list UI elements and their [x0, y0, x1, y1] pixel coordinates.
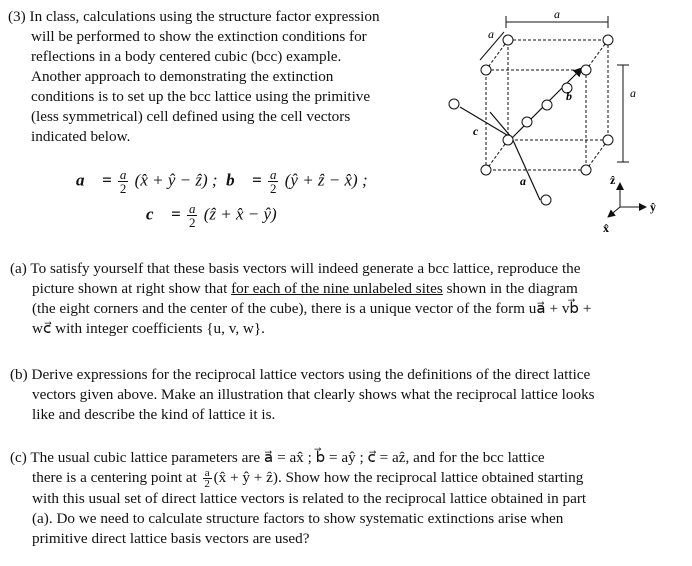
part-a-line: wc⃗ with integer coefficients {u, v, w}. — [32, 320, 265, 337]
fraction: $\frac{a}{2}$ — [188, 201, 196, 230]
eq-c-rhs: (ẑ + x̂ − ŷ) — [203, 204, 277, 224]
eq-b-rhs: (ŷ + ẑ − x̂) ; — [284, 170, 368, 190]
intro-line: (less symmetrical) cell defined using the cell vectors — [31, 108, 351, 125]
problem-intro — [8, 7, 438, 147]
part-a — [10, 259, 682, 339]
part-c — [10, 448, 682, 549]
intro-line: will be performed to show the extinction conditions for — [31, 28, 367, 45]
label-vec-b: b⃗ — [566, 89, 582, 103]
axis-z-label: ẑ — [610, 173, 616, 187]
part-a-line: (a) To satisfy yourself that these basis vectors will indeed generate a bcc lattice, reproduce the — [10, 260, 581, 277]
equation-a-b — [76, 168, 368, 195]
part-b-line: like and describe the kind of lattice it is. — [32, 406, 276, 423]
bcc-lattice-diagram — [440, 0, 690, 240]
dimension-side — [617, 65, 629, 162]
label-a-top: a — [554, 7, 560, 21]
label-a-depth: a — [488, 27, 494, 41]
fraction: $\frac{a}{2}$ — [119, 167, 127, 196]
fraction: $\frac{a}{2}$ — [269, 167, 277, 196]
intro-line: Another approach to demonstrating the extinction — [31, 68, 334, 85]
eq-a-lhs: a⃗ = — [76, 170, 112, 190]
fraction: $\frac{a}{2}$ — [204, 467, 210, 491]
equation-c — [146, 202, 277, 229]
axis-y-label: ŷ — [650, 200, 656, 214]
part-c-line: with this usual set of direct lattice vectors is related to the reciprocal lattice obtained in part — [32, 490, 587, 508]
part-c-line: there is a centering point at $\frac{a}{2}$ (x̂ + ŷ + ẑ). Show how the reciprocal lattice obtained starting — [32, 467, 584, 491]
label-vec-a: a⃗ — [520, 174, 536, 188]
eq-b-lhs: b⃗ = — [226, 170, 262, 190]
intro-line: indicated below. — [31, 128, 131, 145]
label-vec-c: c⃗ — [473, 124, 488, 138]
intro-line: reflections in a body centered cubic (bcc) example. — [31, 48, 342, 65]
eq-a-rhs: (x̂ + ŷ − ẑ) ; — [134, 170, 218, 190]
underlined-phrase: for each of the nine unlabeled sites — [231, 280, 443, 297]
part-b — [10, 365, 682, 425]
intro-line: (3) In class, calculations using the structure factor expression — [8, 8, 380, 25]
label-a-side: a — [630, 86, 636, 100]
part-c-line: primitive direct lattice basis vectors are used? — [32, 530, 310, 548]
part-b-line: (b) Derive expressions for the reciprocal lattice vectors using the definitions of the direct lattice — [10, 366, 591, 383]
part-c-line: (c) The usual cubic lattice parameters are a⃗ = ax̂ ; b⃗ = aŷ ; c⃗ = aẑ, and for the bcc lattice — [10, 449, 545, 466]
axis-x-label: x̂ — [603, 221, 609, 235]
intro-line: conditions is to set up the bcc lattice using the primitive — [31, 88, 371, 105]
part-c-line: (a). Do we need to calculate structure factors to show systematic extinctions arise when — [32, 510, 564, 528]
part-a-line: picture shown at right show that for each of the nine unlabeled sites shown in the diagram — [32, 280, 578, 297]
eq-c-lhs: c⃗ = — [146, 204, 181, 224]
axes — [608, 183, 646, 217]
part-b-line: vectors given above. Make an illustration that clearly shows what the reciprocal lattice looks — [32, 386, 595, 403]
part-a-line: (the eight corners and the center of the cube), there is a unique vector of the form ua⃗ + vb⃗ + — [32, 300, 592, 317]
